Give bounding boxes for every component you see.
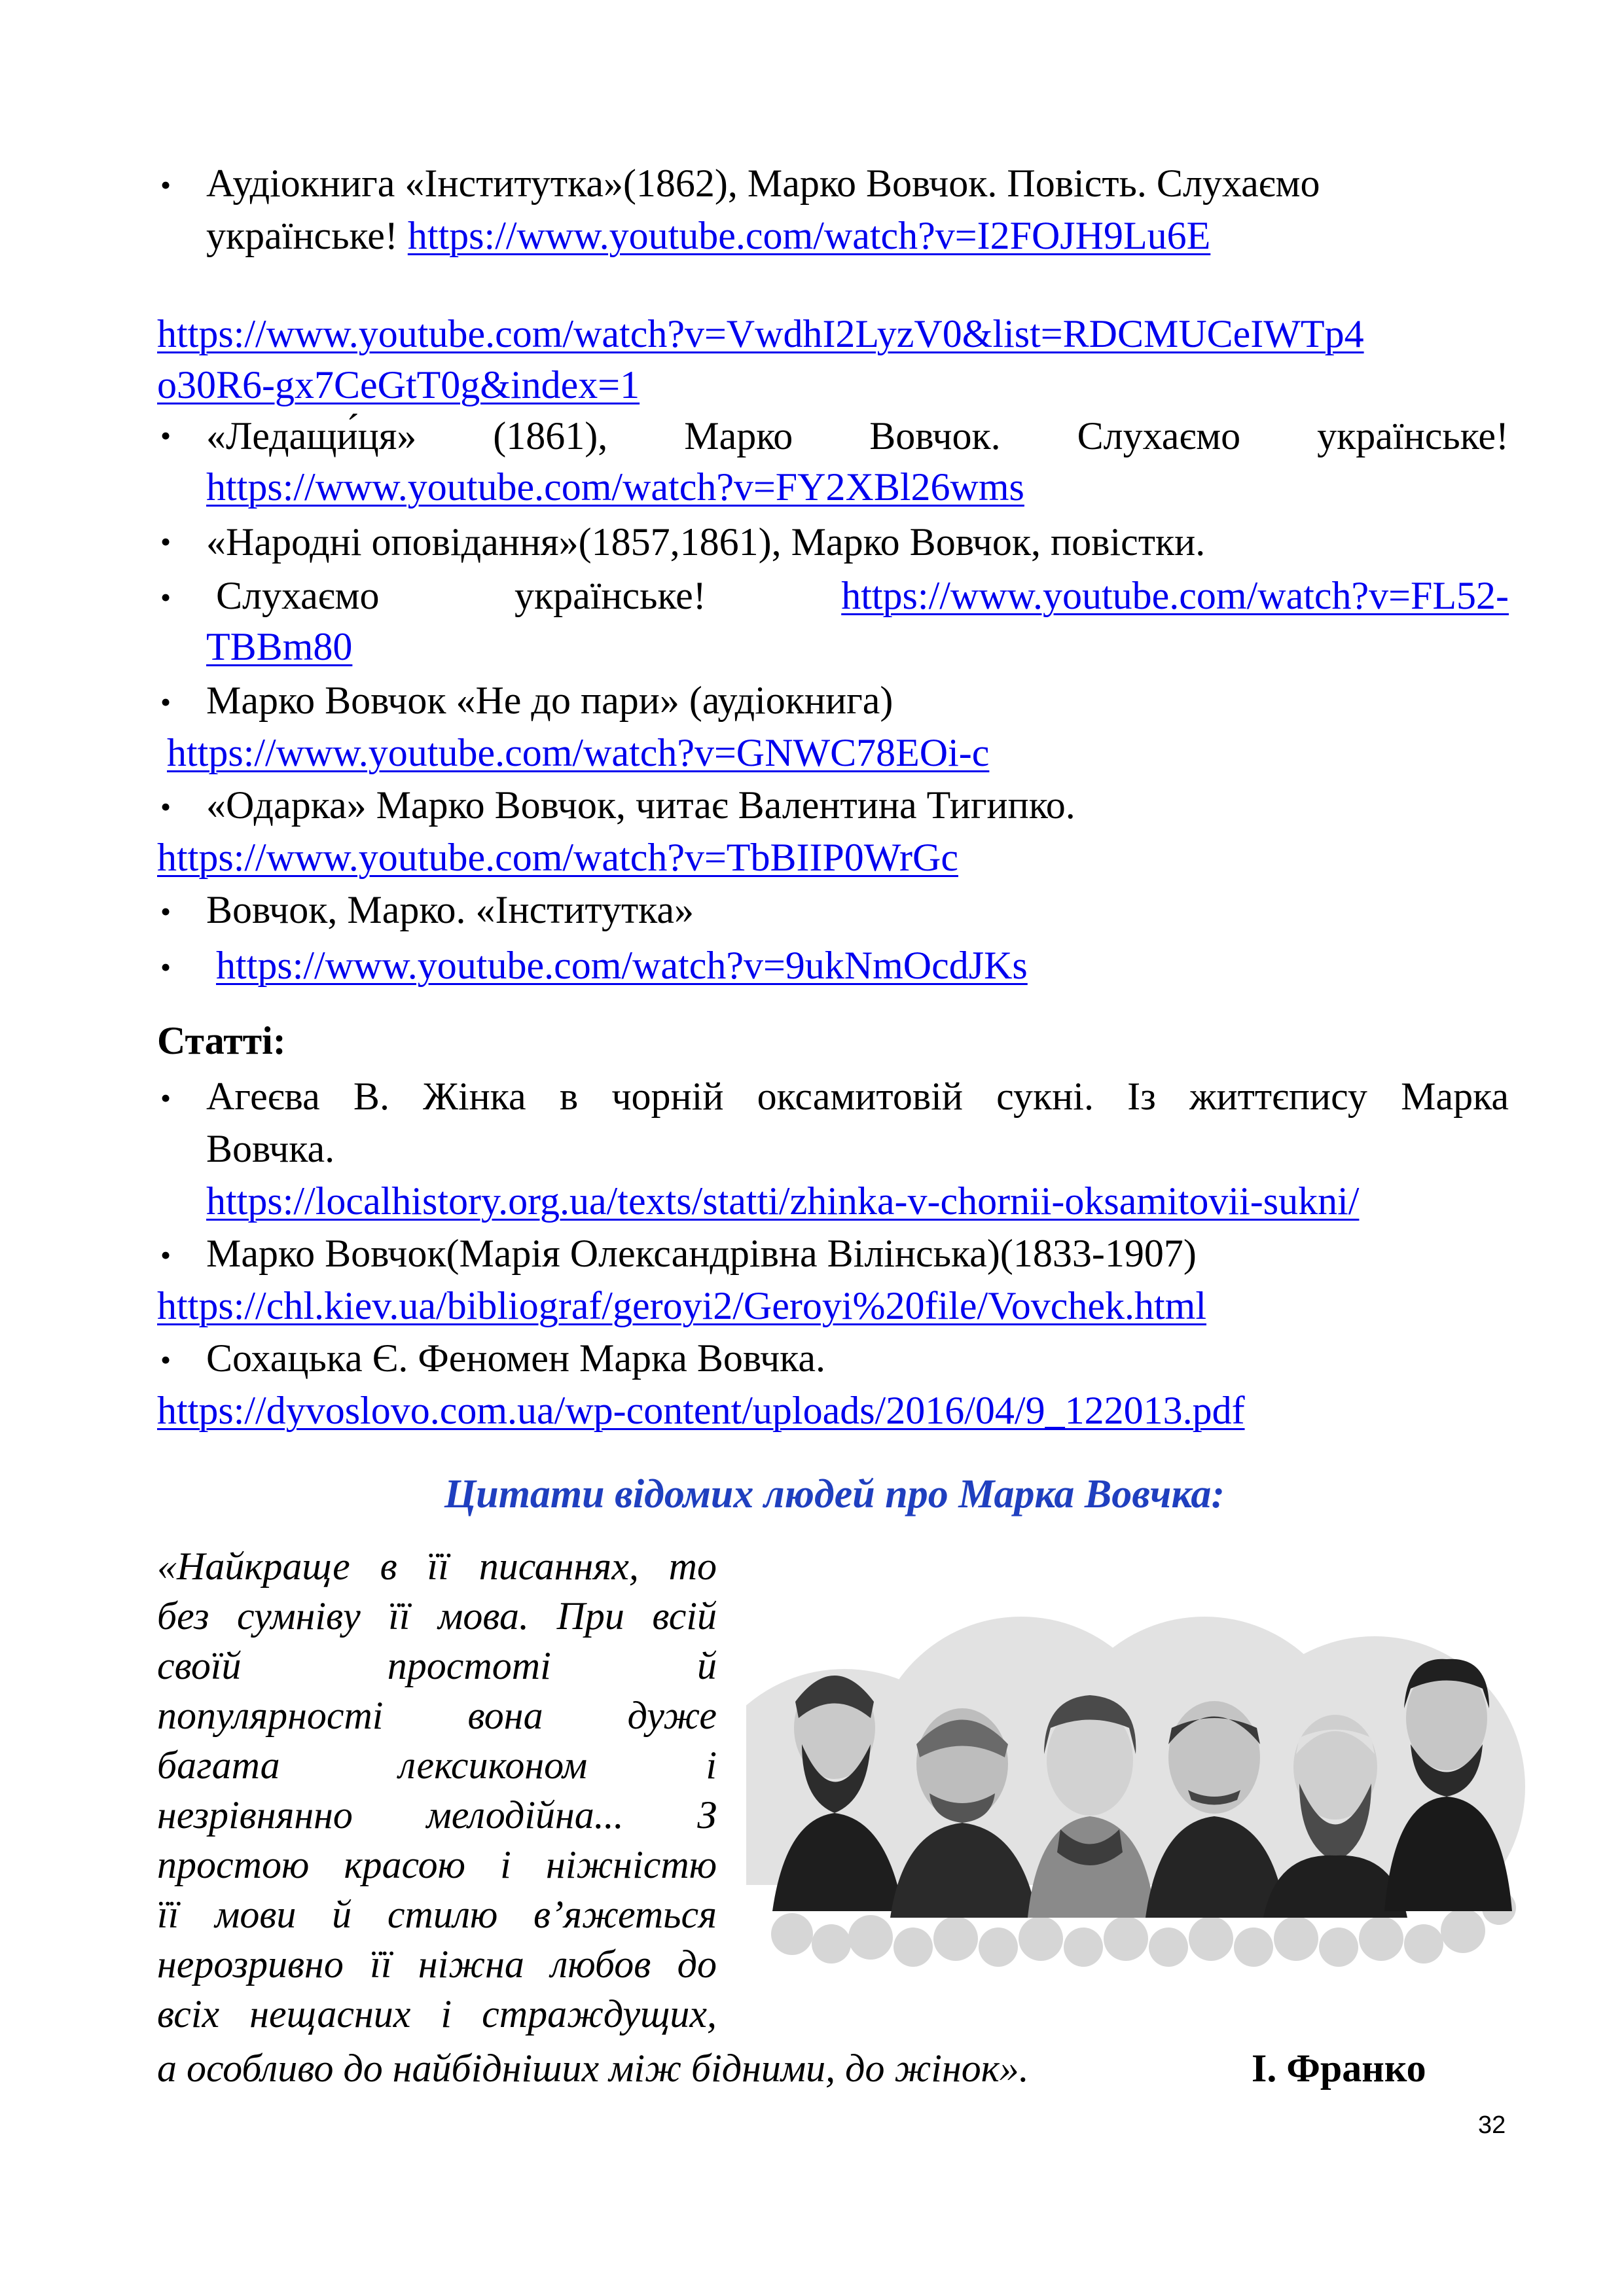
word: (1861), xyxy=(493,414,608,457)
list-item-text: «Одарка» Марко Вовчок, читає Валентина Тигипко. xyxy=(206,783,1075,827)
list-item-text: Вовчка. xyxy=(206,1127,335,1170)
youtube-link[interactable]: https://www.youtube.com/watch?v=FY2XBl26wms xyxy=(206,465,1024,509)
list-item-text xyxy=(206,411,1509,461)
list-item-text: Марко Вовчок «Не до пари» (аудіокнига) xyxy=(206,679,893,722)
quote-line: нерозривно її ніжна любов до xyxy=(157,1943,717,1986)
youtube-link-continued[interactable]: TBBm80 xyxy=(206,625,353,668)
youtube-link[interactable] xyxy=(157,360,640,410)
word: українське! xyxy=(1317,414,1509,457)
quote-line: простою красою і ніжністю xyxy=(157,1843,717,1886)
page-number: 32 xyxy=(1478,2111,1506,2139)
youtube-link[interactable] xyxy=(157,309,1364,359)
word: Марко xyxy=(684,414,793,457)
quote-line: своїй простоті й xyxy=(157,1644,717,1687)
bullet-icon: • xyxy=(160,525,171,558)
list-item-text: Марко Вовчок(Марія Олександрівна Вілінська)(1833-1907) xyxy=(206,1232,1197,1275)
bullet-icon: • xyxy=(160,1081,171,1115)
word: українське! xyxy=(514,574,706,617)
quote-line: без сумніву її мова. При всій xyxy=(157,1594,717,1638)
bullet-icon: • xyxy=(160,168,171,202)
youtube-link[interactable]: https://www.youtube.com/watch?v=9ukNmOcdJKs xyxy=(216,944,1028,987)
list-item-text: Аудіокнига «Інститутка»(1862), Марко Вовчок. Повість. Слухаємо xyxy=(206,162,1320,205)
list-item-text: Сохацька Є. Феномен Марка Вовчка. xyxy=(206,1336,825,1380)
list-item-text xyxy=(206,211,1210,260)
quote-block xyxy=(157,1541,717,2039)
list-item-text xyxy=(216,571,1509,620)
youtube-link[interactable]: https://www.youtube.com/watch?v=TbBIIP0WrGc xyxy=(157,836,958,879)
youtube-link[interactable]: https://www.youtube.com/watch?v=GNWC78EOi-c xyxy=(167,731,990,774)
article-link[interactable]: https://chl.kiev.ua/bibliograf/geroyi2/Geroyi%20file/Vovchek.html xyxy=(157,1284,1207,1327)
article-link[interactable]: https://localhistory.org.ua/texts/statti/zhinka-v-chornii-oksamitovii-sukni/ xyxy=(206,1179,1360,1223)
word: Слухаємо xyxy=(1077,414,1241,457)
quote-line: всіх нещасних і страждущих, xyxy=(157,1992,717,2036)
youtube-link[interactable]: https://www.youtube.com/watch?v=I2FOJH9Lu6E xyxy=(407,214,1211,257)
word: Вовчок. xyxy=(869,414,1001,457)
word: «Ледащи́ця» xyxy=(206,414,417,457)
bullet-icon: • xyxy=(160,419,171,452)
list-item-text: «Народні оповідання»(1857,1861), Марко Вовчок, повістки. xyxy=(206,520,1206,564)
quote-last-line: а особливо до найбідніших між бідними, до жінок». xyxy=(157,2047,1029,2090)
quote-line: незрівнянно мелодійна... З xyxy=(157,1793,717,1837)
list-item-label: українське! xyxy=(206,214,408,257)
list-item-text: Вовчок, Марко. «Інститутка» xyxy=(206,888,695,931)
bullet-icon: • xyxy=(160,581,171,614)
quote-line: «Найкраще в її писаннях, то xyxy=(157,1545,717,1588)
article-link[interactable]: https://dyvoslovo.com.ua/wp-content/uploads/2016/04/9_122013.pdf xyxy=(157,1389,1245,1432)
quote-line: популярності вона дуже xyxy=(157,1694,717,1737)
bullet-icon: • xyxy=(160,1343,171,1376)
youtube-link-line[interactable]: o30R6-gx7CeGtT0g&index=1 xyxy=(157,363,640,406)
bullet-icon: • xyxy=(160,685,171,719)
word: Слухаємо xyxy=(216,574,380,617)
quotes-heading: Цитати відомих людей про Марка Вовчка: xyxy=(444,1472,1225,1516)
bullet-icon: • xyxy=(160,790,171,823)
quote-line: її мови й стилю в’яжеться xyxy=(157,1893,717,1936)
bullet-icon: • xyxy=(160,1238,171,1272)
youtube-link[interactable]: https://www.youtube.com/watch?v=FL52- xyxy=(841,574,1509,617)
portraits-illustration xyxy=(746,1604,1528,2009)
bullet-icon: • xyxy=(160,895,171,928)
youtube-link-line[interactable]: https://www.youtube.com/watch?v=VwdhI2LyzV0&list=RDCMUCeIWTp4 xyxy=(157,312,1364,355)
bullet-icon: • xyxy=(160,950,171,984)
quote-author: І. Франко xyxy=(1252,2047,1426,2090)
articles-heading: Статті: xyxy=(157,1019,286,1062)
list-item-text: Агеєва В. Жінка в чорній оксамитовій сукні. Із життєпису Марка xyxy=(206,1075,1509,1118)
quote-line: багата лексиконом і xyxy=(157,1744,717,1787)
